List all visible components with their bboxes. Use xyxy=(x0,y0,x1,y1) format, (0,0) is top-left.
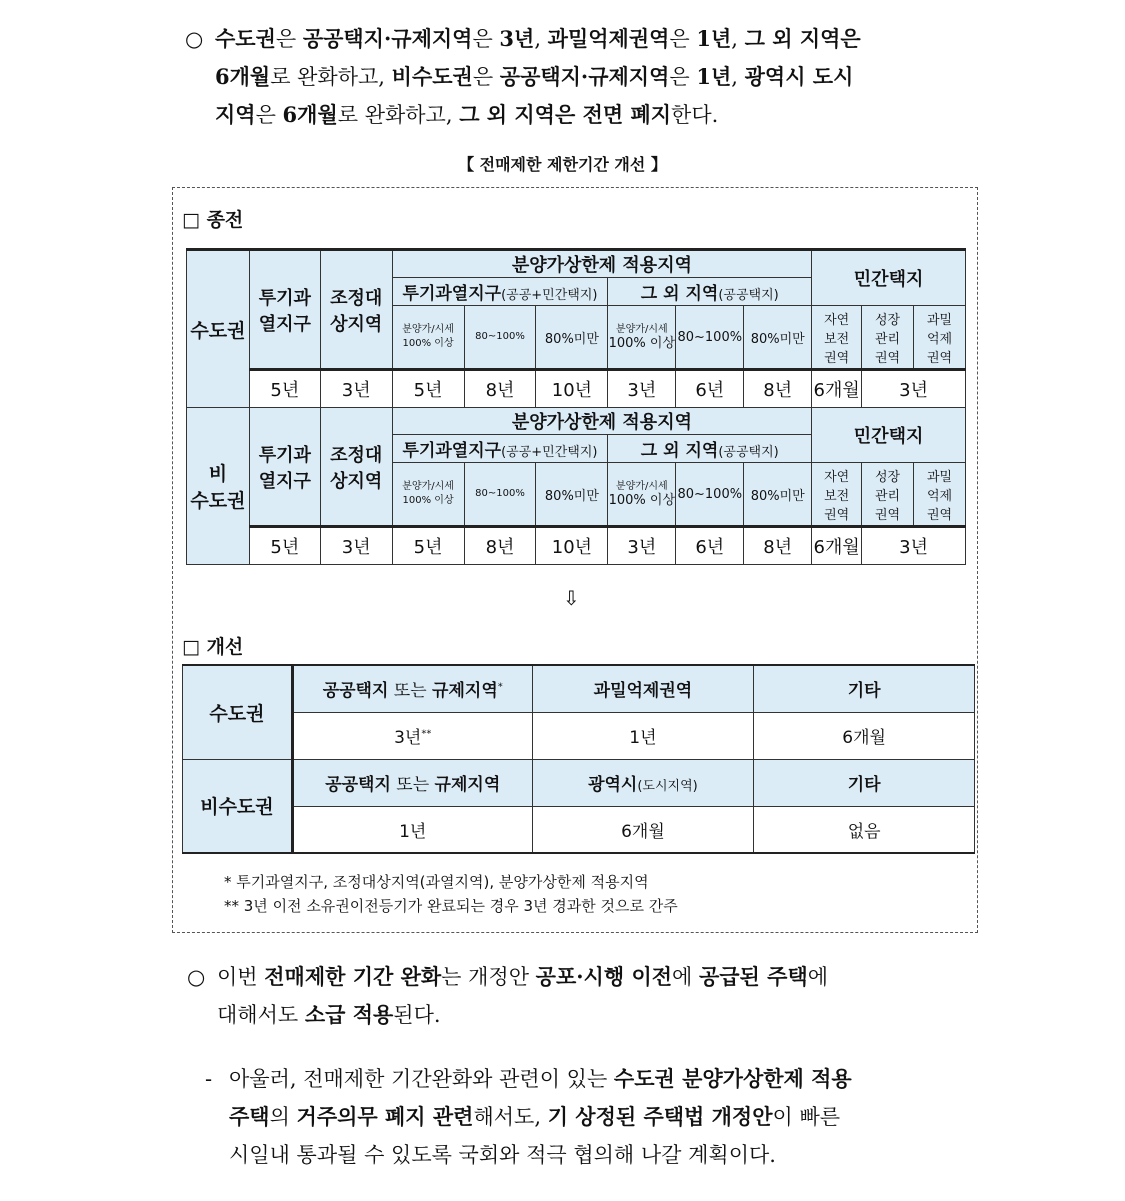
text-bold: 거주의무 폐지 관련 xyxy=(296,1104,474,1129)
header-nature: 자연 보전 권역 xyxy=(812,463,862,527)
value-cell: 3년 xyxy=(608,527,676,565)
dash-icon: - xyxy=(205,1067,213,1091)
value-cell: 6개월 xyxy=(812,370,862,408)
down-arrow-icon: ⇩ xyxy=(563,586,580,610)
after-noncapital-value-1: 1년 xyxy=(292,806,532,853)
text-bold: 공급된 주택 xyxy=(698,964,808,989)
header-growth: 성장 관리 권역 xyxy=(862,463,914,527)
text-bold: 그 외 지역은 xyxy=(744,26,861,51)
plan-line-2 xyxy=(229,1098,964,1136)
text-bold: 공포·시행 이전 xyxy=(535,964,673,989)
text: 는 개정안 xyxy=(441,965,536,989)
value-cell: 3년 xyxy=(608,370,676,408)
value-cell: 5년 xyxy=(392,370,464,408)
after-noncapital-header-3: 기타 xyxy=(754,759,975,806)
header-price-cap: 분양가상한제 적용지역 xyxy=(392,408,812,435)
header-ratio-low-2: 80%미만 xyxy=(744,463,812,527)
text-bold: 수도권 xyxy=(215,26,276,51)
plan-line-1 xyxy=(229,1060,964,1098)
text-bold: 6개월 xyxy=(215,64,271,89)
after-noncapital-header-2: 광역시(도시지역) xyxy=(532,759,754,806)
value-cell: 10년 xyxy=(536,527,608,565)
text: , xyxy=(534,27,548,51)
footnote-2: ** 3년 이전 소유권이전등기가 완료되는 경우 3년 경과한 것으로 간주 xyxy=(224,897,678,915)
header-tuggi-group: 투기과열지구(공공+민간택지) xyxy=(392,278,608,306)
text-bold: 과밀억제권역 xyxy=(547,26,670,51)
plan-line-3: 시일내 통과될 수 있도록 국회와 적극 협의해 나갈 계획이다. xyxy=(229,1143,776,1167)
text: 이번 xyxy=(217,965,265,989)
header-price-cap: 분양가상한제 적용지역 xyxy=(392,250,812,278)
after-capital-value-1: 3년** xyxy=(292,712,532,759)
text-bold: 6개월 xyxy=(282,102,338,127)
intro-line-2 xyxy=(215,58,965,96)
text: 로 완화하고, xyxy=(337,103,460,127)
text: , xyxy=(731,65,745,89)
text: 에 xyxy=(672,965,699,989)
after-table xyxy=(182,664,975,854)
text-bold: 공공택지·규제지역 xyxy=(302,26,473,51)
after-capital-header-1: 공공택지 또는 규제지역* xyxy=(292,665,532,712)
header-ratio-low-2: 80%미만 xyxy=(744,306,812,370)
after-capital-value-3: 6개월 xyxy=(754,712,975,759)
header-growth: 성장 관리 권역 xyxy=(862,306,914,370)
text-bold: 전매제한 기간 완화 xyxy=(264,964,442,989)
value-cell: 8년 xyxy=(464,370,536,408)
header-overcrowd: 과밀 억제 권역 xyxy=(914,463,966,527)
text: , xyxy=(731,27,745,51)
header-private: 민간택지 xyxy=(812,250,966,306)
value-cell: 5년 xyxy=(249,527,320,565)
text: 은 xyxy=(669,27,697,51)
text-bold: 주택 xyxy=(229,1104,270,1129)
value-cell: 3년 xyxy=(862,370,966,408)
text: 된다. xyxy=(393,1003,441,1027)
header-ratio-mid: 80~100% xyxy=(464,463,536,527)
intro-line-1 xyxy=(215,20,965,58)
header-ratio-high: 분양가/시세 100% 이상 xyxy=(392,306,464,370)
header-ratio-mid: 80~100% xyxy=(464,306,536,370)
after-capital-header-3: 기타 xyxy=(754,665,975,712)
header-overcrowd: 과밀 억제 권역 xyxy=(914,306,966,370)
after-section-title: □ 개선 xyxy=(182,636,244,658)
value-cell: 3년 xyxy=(320,370,392,408)
text: 로 완화하고, xyxy=(270,65,392,89)
text-bold: 3년 xyxy=(499,26,535,51)
after-label-noncapital: 비수도권 xyxy=(183,759,293,853)
text: 의 xyxy=(269,1105,297,1129)
header-private: 민간택지 xyxy=(812,408,966,463)
text-bold: 1년 xyxy=(696,26,732,51)
header-ratio-high-2: 분양가/시세 100% 이상 xyxy=(608,463,676,527)
header-ratio-low: 80%미만 xyxy=(536,463,608,527)
text-bold: 기 상정된 주택법 개정안 xyxy=(547,1104,773,1129)
header-nature: 자연 보전 권역 xyxy=(812,306,862,370)
text-bold: 지역 xyxy=(215,102,256,127)
bullet-icon: ○ xyxy=(185,27,204,51)
header-jojeong: 조정대 상지역 xyxy=(320,250,392,370)
text: 은 xyxy=(275,27,303,51)
header-other-group: 그 외 지역(공공택지) xyxy=(608,278,812,306)
retro-line-2 xyxy=(217,996,962,1034)
text-bold: 소급 적용 xyxy=(304,1002,394,1027)
text-bold: 공공택지·규제지역 xyxy=(499,64,670,89)
value-cell: 8년 xyxy=(744,370,812,408)
text-bold: 비수도권 xyxy=(391,64,473,89)
after-noncapital-value-2: 6개월 xyxy=(532,806,754,853)
before-section-title: □ 종전 xyxy=(182,209,244,231)
figure-caption: 【 전매제한 제한기간 개선 】 xyxy=(458,155,667,174)
text: 한다. xyxy=(671,103,719,127)
header-ratio-high: 분양가/시세 100% 이상 xyxy=(392,463,464,527)
value-cell: 8년 xyxy=(744,527,812,565)
text: 은 xyxy=(255,103,283,127)
text: 은 xyxy=(472,27,500,51)
header-ratio-mid-2: 80~100% xyxy=(676,463,744,527)
value-cell: 8년 xyxy=(464,527,536,565)
text: 은 xyxy=(472,65,500,89)
text: 대해서도 xyxy=(217,1003,305,1027)
value-cell: 3년 xyxy=(862,527,966,565)
footnote-1: * 투기과열지구, 조정대상지역(과열지역), 분양가상한제 적용지역 xyxy=(224,873,649,891)
plan-paragraph xyxy=(205,1060,964,1174)
value-cell: 3년 xyxy=(320,527,392,565)
retro-line-1 xyxy=(217,958,962,996)
value-cell: 6개월 xyxy=(812,527,862,565)
retroactive-paragraph xyxy=(187,958,962,1034)
header-ratio-mid-2: 80~100% xyxy=(676,306,744,370)
value-cell: 6년 xyxy=(676,370,744,408)
bullet-icon: ○ xyxy=(187,965,206,989)
header-ratio-low: 80%미만 xyxy=(536,306,608,370)
header-ratio-high-2: 분양가/시세 100% 이상 xyxy=(608,306,676,370)
after-label-capital: 수도권 xyxy=(183,665,293,759)
header-tuggi: 투기과 열지구 xyxy=(249,408,320,527)
header-tuggi: 투기과 열지구 xyxy=(249,250,320,370)
text: 은 xyxy=(669,65,697,89)
before-table xyxy=(186,248,966,565)
text-bold: 그 외 지역은 전면 폐지 xyxy=(459,102,672,127)
text: 에 xyxy=(807,965,829,989)
intro-line-3 xyxy=(215,96,965,134)
after-capital-header-2: 과밀억제권역 xyxy=(532,665,754,712)
after-noncapital-header-1: 공공택지 또는 규제지역 xyxy=(292,759,532,806)
header-tuggi-group: 투기과열지구(공공+민간택지) xyxy=(392,435,608,463)
intro-paragraph xyxy=(185,20,965,134)
text-bold: 광역시 도시 xyxy=(744,64,854,89)
header-other-group: 그 외 지역(공공택지) xyxy=(608,435,812,463)
text: 이 빠른 xyxy=(772,1105,841,1129)
after-capital-value-2: 1년 xyxy=(532,712,754,759)
value-cell: 5년 xyxy=(392,527,464,565)
after-noncapital-value-3: 없음 xyxy=(754,806,975,853)
text: 해서도, xyxy=(473,1105,548,1129)
header-jojeong: 조정대 상지역 xyxy=(320,408,392,527)
region-label-noncapital: 비 수도권 xyxy=(187,408,250,565)
text: 아울러, 전매제한 기간완화와 관련이 있는 xyxy=(229,1067,614,1091)
text-bold: 수도권 분양가상한제 적용 xyxy=(613,1066,852,1091)
region-label-capital: 수도권 xyxy=(187,250,250,408)
value-cell: 5년 xyxy=(249,370,320,408)
text-bold: 1년 xyxy=(696,64,732,89)
footnotes xyxy=(224,870,678,918)
value-cell: 6년 xyxy=(676,527,744,565)
value-cell: 10년 xyxy=(536,370,608,408)
